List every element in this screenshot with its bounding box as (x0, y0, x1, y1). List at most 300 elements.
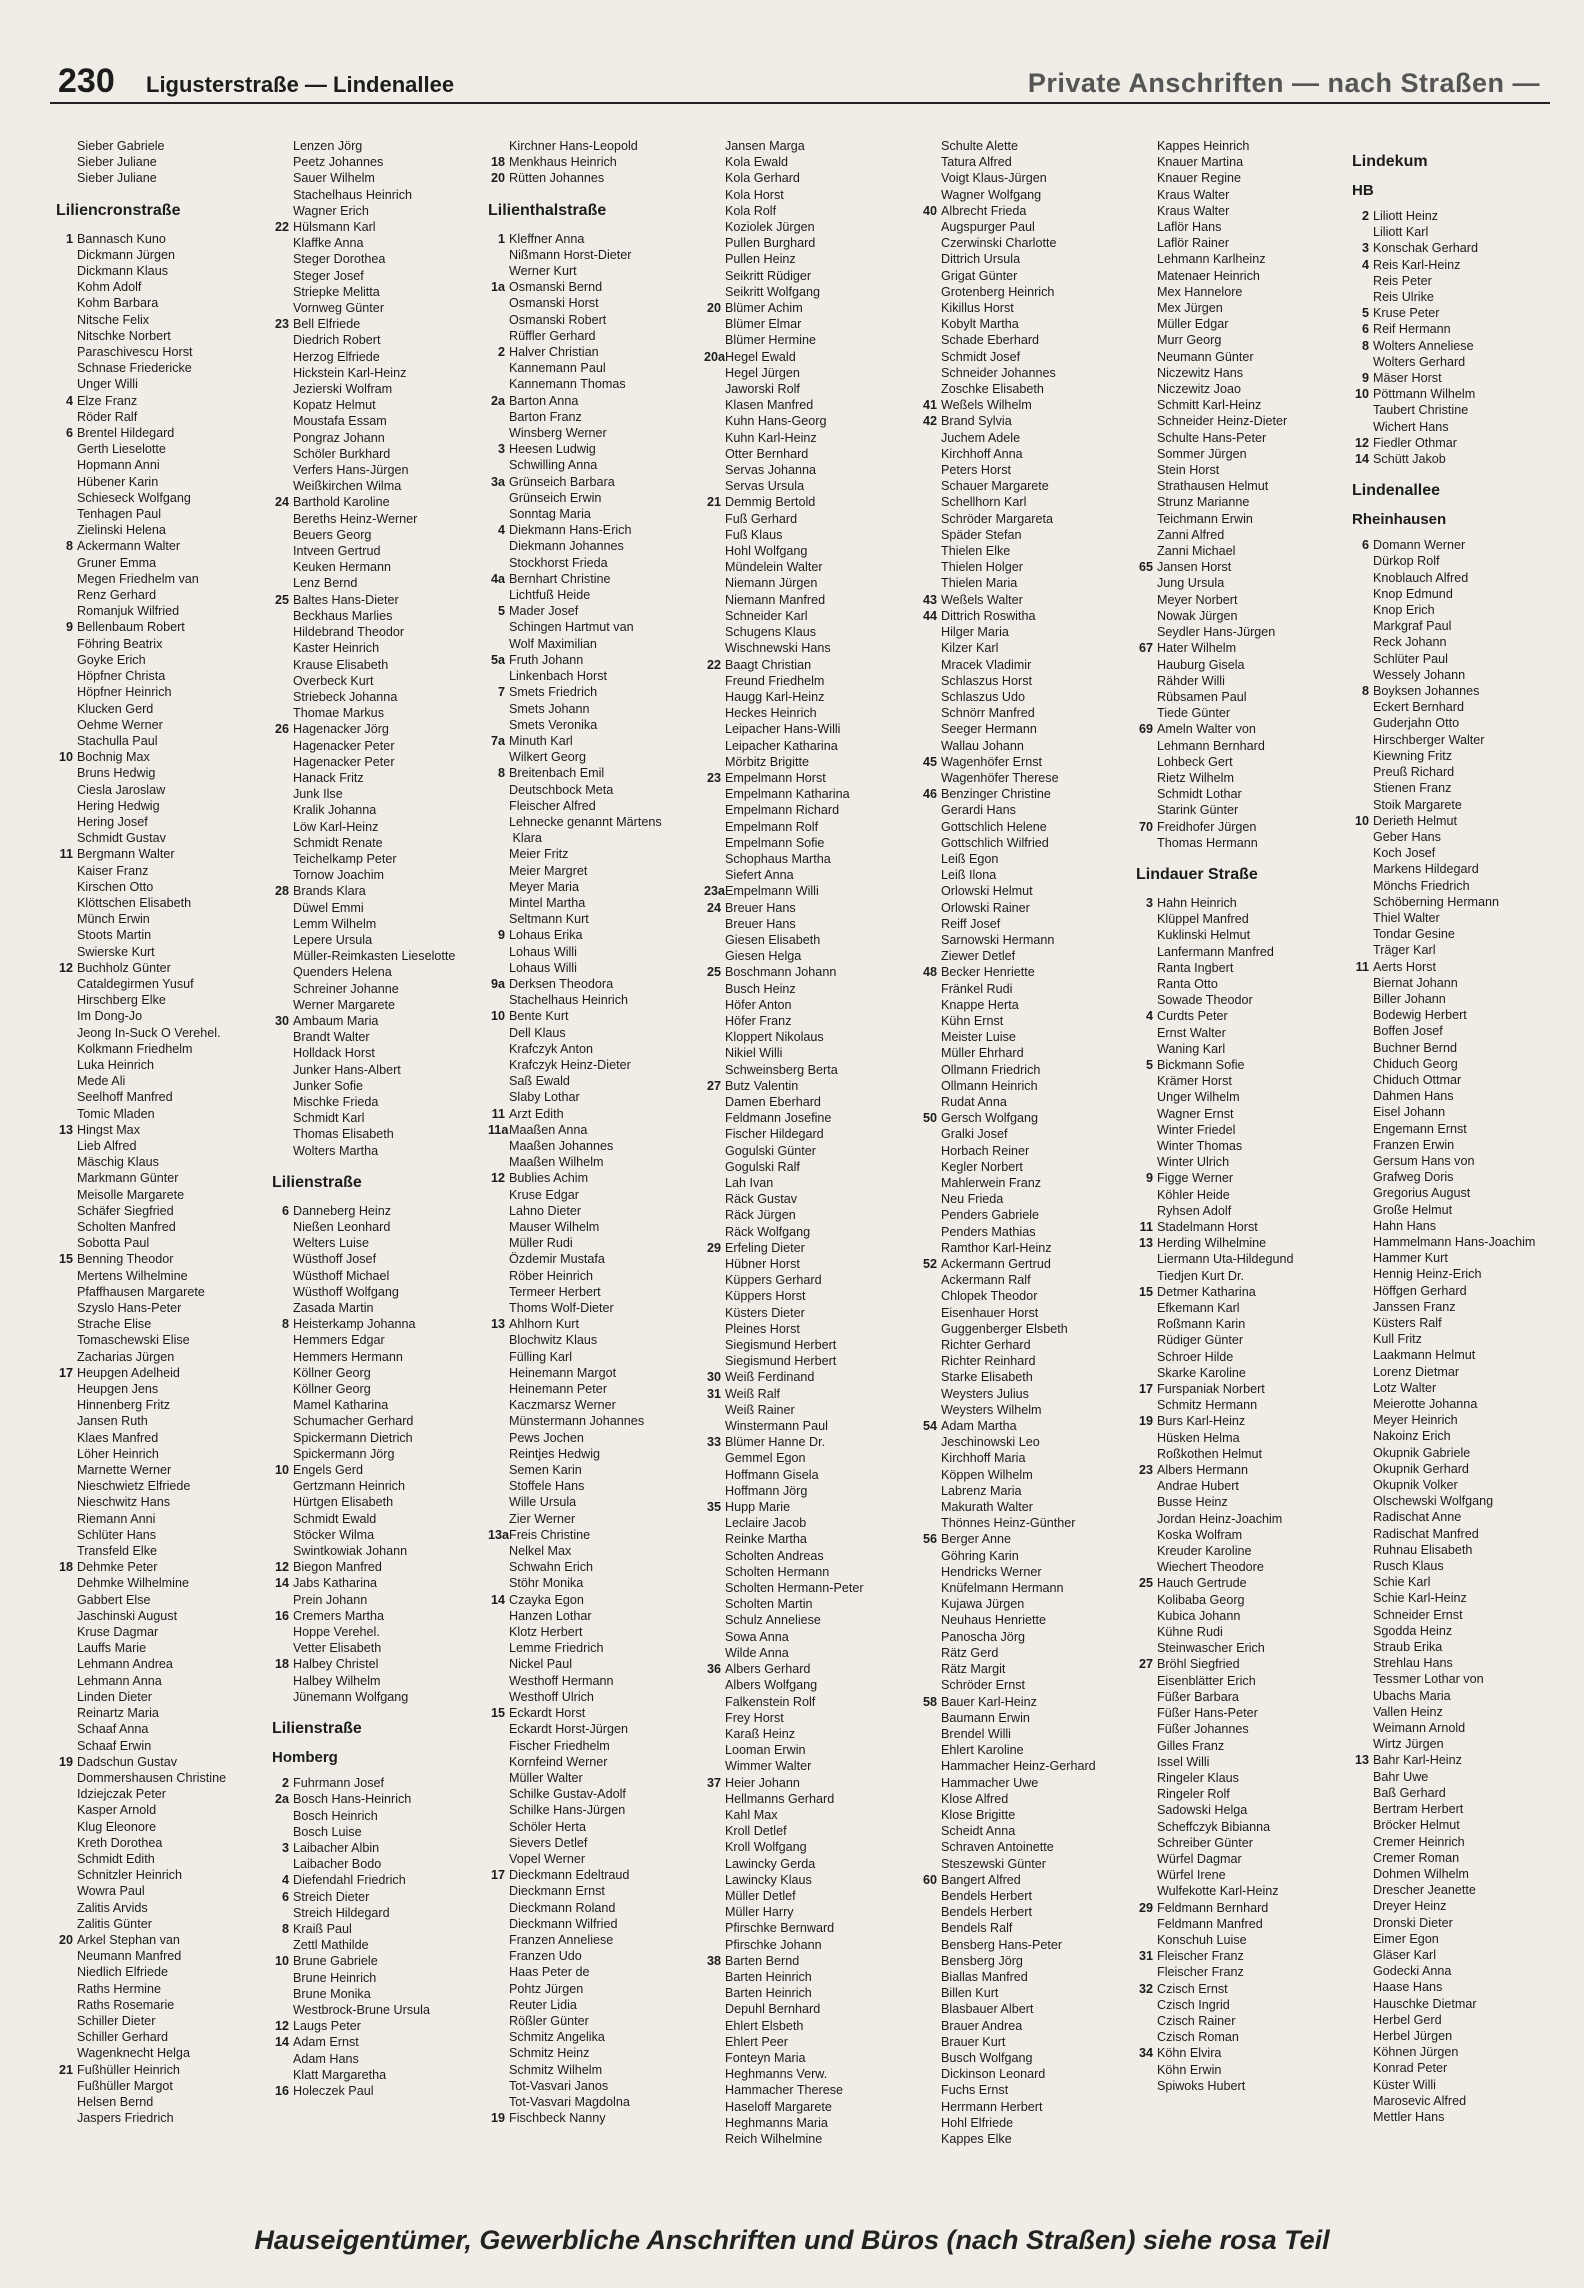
resident-name: Ahlhorn Kurt (509, 1317, 580, 1332)
house-number: 8 (1361, 684, 1369, 699)
resident-entry (488, 1527, 692, 1543)
resident-entry (1136, 1122, 1340, 1138)
resident-entry (1352, 1169, 1556, 1185)
resident-name: Neumann Manfred (77, 1949, 182, 1964)
resident-name: Starke Elisabeth (941, 1370, 1033, 1385)
resident-entry (704, 640, 908, 656)
resident-entry (56, 360, 260, 376)
resident-entry (56, 409, 260, 425)
resident-name: Haas Peter de (509, 1965, 590, 1980)
resident-name: Feldmann Bernhard (1157, 1900, 1269, 1915)
resident-entry (920, 1775, 1124, 1791)
resident-name: Freis Christine (509, 1527, 591, 1542)
resident-entry (1352, 2109, 1556, 2125)
resident-name: Lotz Walter (1373, 1380, 1437, 1395)
resident-entry (920, 2082, 1124, 2098)
resident-name: Empelmann Rolf (725, 819, 819, 834)
resident-name: Junker Hans-Albert (293, 1062, 401, 1077)
resident-name: Mede Ali (77, 1074, 126, 1089)
resident-name: Kruse Peter (1373, 306, 1440, 321)
resident-entry (920, 170, 1124, 186)
resident-entry (272, 1349, 476, 1365)
house-number: 32 (1138, 1981, 1153, 1996)
house-number: 13a (488, 1527, 510, 1542)
district-heading: HB (1352, 182, 1374, 199)
resident-entry (1352, 419, 1556, 435)
resident-entry (56, 425, 260, 441)
resident-name: Spickermann Jörg (293, 1446, 395, 1461)
resident-name: Schingen Hartmut van (509, 620, 634, 635)
house-number: 2a (490, 393, 505, 408)
house-number: 38 (706, 1953, 721, 1968)
resident-name: Barton Anna (509, 393, 579, 408)
resident-name: Schmidt Gustav (77, 831, 166, 846)
resident-name: Scholten Manfred (77, 1220, 176, 1234)
resident-name: Werner Margarete (293, 997, 395, 1012)
resident-name: Nieschwietz Elfriede (77, 1479, 191, 1494)
house-number: 33 (706, 1435, 721, 1450)
resident-entry (272, 1840, 476, 1856)
resident-name: Empelmann Sofie (725, 835, 825, 850)
resident-name: Lorenz Dietmar (1373, 1364, 1460, 1379)
resident-name: Nitschke Norbert (77, 328, 171, 343)
resident-name: Lieb Alfred (77, 1138, 137, 1153)
resident-entry (704, 786, 908, 802)
resident-name: Kohm Barbara (77, 296, 159, 311)
resident-name: Heckes Heinrich (725, 706, 817, 721)
resident-entry (1136, 592, 1340, 608)
resident-name: Lehmann Andrea (77, 1657, 173, 1672)
resident-entry (272, 1365, 476, 1381)
resident-name: Klasen Manfred (725, 398, 814, 413)
resident-name: Schneider Johannes (941, 365, 1056, 380)
resident-entry (920, 819, 1124, 835)
resident-entry (704, 268, 908, 284)
resident-entry (56, 879, 260, 895)
resident-name: Ehlert Elsbeth (725, 2018, 804, 2033)
resident-name: Elze Franz (77, 393, 138, 408)
resident-entry (56, 2078, 260, 2094)
resident-entry (1136, 154, 1340, 170)
resident-name: Drescher Jeanette (1373, 1883, 1476, 1898)
resident-name: Czerwinski Charlotte (941, 236, 1057, 251)
resident-name: Ollmann Friedrich (941, 1062, 1041, 1077)
house-number: 56 (922, 1532, 937, 1547)
resident-name: Szyslo Hans-Peter (77, 1301, 182, 1316)
resident-entry (272, 365, 476, 381)
resident-entry (488, 830, 692, 846)
resident-entry (1352, 273, 1556, 289)
resident-name: Füßer Hans-Peter (1157, 1706, 1258, 1721)
resident-entry (704, 1872, 908, 1888)
resident-name: Lah Ivan (725, 1176, 774, 1190)
resident-entry (56, 1106, 260, 1122)
house-number: 26 (274, 722, 289, 737)
house-number: 3 (1361, 241, 1369, 256)
resident-entry (1352, 634, 1556, 650)
resident-entry (488, 1932, 692, 1948)
resident-name: Chiduch Georg (1373, 1056, 1458, 1071)
resident-entry (272, 154, 476, 170)
resident-entry (704, 673, 908, 689)
resident-name: Nakoinz Erich (1373, 1429, 1451, 1444)
resident-entry (704, 1888, 908, 1904)
resident-entry (1136, 1138, 1340, 1154)
resident-name: Straub Erika (1373, 1640, 1443, 1655)
resident-entry (1352, 861, 1556, 877)
resident-entry (920, 511, 1124, 527)
resident-name: Knauer Martina (1157, 155, 1244, 170)
resident-entry (56, 1219, 260, 1235)
resident-entry (1352, 1202, 1556, 1218)
resident-entry (1352, 240, 1556, 256)
resident-entry (920, 867, 1124, 883)
house-number: 18 (490, 155, 505, 170)
resident-name: Unger Willi (77, 377, 138, 392)
house-number: 7 (497, 685, 505, 700)
resident-entry (56, 1851, 260, 1867)
resident-entry (1136, 1592, 1340, 1608)
resident-entry (272, 397, 476, 413)
resident-entry (704, 1904, 908, 1920)
resident-entry (1136, 268, 1340, 284)
resident-name: Neumann Günter (1157, 349, 1254, 364)
resident-name: Kahl Max (725, 1807, 778, 1822)
resident-name: Schlüter Paul (1373, 651, 1448, 666)
resident-name: Gogulski Ralf (725, 1159, 800, 1174)
resident-name: Barten Heinrich (725, 1969, 812, 1984)
resident-name: Eisenhauer Horst (941, 1305, 1039, 1320)
resident-entry (488, 138, 692, 154)
resident-name: Röber Heinrich (509, 1268, 593, 1283)
resident-name: Schmitz Hermann (1157, 1398, 1258, 1413)
resident-entry (920, 964, 1124, 980)
resident-name: Godecki Anna (1373, 1964, 1452, 1979)
resident-entry (920, 1337, 1124, 1353)
resident-name: Lehmann Anna (77, 1673, 162, 1688)
resident-entry (704, 1337, 908, 1353)
resident-entry (488, 1462, 692, 1478)
resident-entry (1136, 235, 1340, 251)
resident-entry (920, 851, 1124, 867)
resident-name: Helsen Bernd (77, 2094, 154, 2109)
resident-name: Olschewski Wolfgang (1373, 1494, 1494, 1509)
resident-name: Penders Gabriele (941, 1208, 1040, 1223)
resident-entry (272, 624, 476, 640)
resident-entry (1136, 494, 1340, 510)
resident-entry (1136, 608, 1340, 624)
resident-entry (704, 2050, 908, 2066)
resident-entry (272, 916, 476, 932)
resident-entry (704, 1272, 908, 1288)
resident-name: Ringeler Rolf (1157, 1787, 1230, 1802)
resident-name: Dittrich Ursula (941, 252, 1021, 267)
resident-entry (920, 138, 1124, 154)
resident-name: Strache Elise (77, 1317, 152, 1332)
resident-name: Kirschen Otto (77, 879, 154, 894)
house-number: 1 (497, 231, 505, 246)
resident-entry (56, 701, 260, 717)
house-number: 31 (706, 1386, 721, 1401)
house-number: 2 (497, 345, 505, 360)
resident-name: Heupgen Jens (77, 1382, 159, 1397)
resident-name: Albrecht Frieda (941, 203, 1027, 218)
resident-name: Czisch Rainer (1157, 2013, 1236, 2028)
resident-name: Romanjuk Wilfried (77, 604, 180, 619)
resident-name: Arzt Edith (509, 1106, 564, 1121)
resident-name: Hauburg Gisela (1157, 657, 1245, 672)
resident-name: Buchholz Günter (77, 960, 171, 975)
resident-entry (1352, 829, 1556, 845)
resident-name: Kappes Heinrich (1157, 139, 1250, 153)
resident-entry (1136, 478, 1340, 494)
resident-entry (920, 1191, 1124, 1207)
resident-entry (1136, 1462, 1340, 1478)
resident-entry (920, 1450, 1124, 1466)
resident-name: Oehme Werner (77, 717, 163, 732)
resident-name: Ernst Walter (1157, 1025, 1226, 1040)
resident-entry (488, 1543, 692, 1559)
resident-name: Orlowski Rainer (941, 900, 1030, 915)
resident-entry (920, 802, 1124, 818)
resident-entry (1136, 1900, 1340, 1916)
house-number: 46 (922, 787, 937, 802)
house-number: 10 (58, 750, 73, 765)
resident-entry (56, 231, 260, 247)
resident-name: Bosch Hans-Heinrich (293, 1792, 412, 1807)
resident-entry (704, 187, 908, 203)
resident-entry (1136, 1187, 1340, 1203)
resident-entry (488, 376, 692, 392)
house-number: 14 (274, 1576, 289, 1591)
resident-name: Stienen Franz (1373, 781, 1452, 796)
house-number: 6 (281, 1203, 289, 1218)
house-number: 12 (58, 960, 73, 975)
resident-entry (1136, 895, 1340, 911)
resident-entry (704, 397, 908, 413)
resident-name: Empelmann Willi (725, 884, 819, 899)
resident-entry (1352, 780, 1556, 796)
resident-name: Jaschinski August (77, 1608, 178, 1623)
resident-entry (920, 1710, 1124, 1726)
resident-entry (56, 1381, 260, 1397)
resident-name: Dieckmann Roland (509, 1900, 616, 1915)
resident-name: Hammacher Therese (725, 2083, 844, 2098)
resident-name: Spickermann Dietrich (293, 1430, 413, 1445)
resident-entry (272, 867, 476, 883)
resident-entry (704, 1353, 908, 1369)
resident-name: Czisch Ernst (1157, 1981, 1228, 1996)
resident-entry (488, 587, 692, 603)
resident-name: Paraschivescu Horst (77, 345, 193, 360)
resident-name: Rütten Johannes (509, 171, 605, 186)
resident-entry (1352, 1752, 1556, 1768)
resident-entry (920, 1175, 1124, 1191)
resident-entry (272, 1689, 476, 1705)
resident-entry (704, 657, 908, 673)
resident-name: Markens Hildegard (1373, 862, 1479, 877)
resident-name: Rähder Willi (1157, 673, 1225, 688)
house-number: 9 (1361, 371, 1369, 386)
resident-name: Minuth Karl (509, 733, 573, 748)
resident-entry (1352, 1558, 1556, 1574)
resident-name: Fülling Karl (509, 1349, 572, 1364)
resident-name: Nieschwitz Hans (77, 1495, 171, 1510)
resident-name: Stadelmann Horst (1157, 1220, 1258, 1234)
resident-name: Wichert Hans (1373, 419, 1449, 434)
resident-entry (272, 1143, 476, 1159)
resident-entry (1352, 959, 1556, 975)
resident-entry (272, 981, 476, 997)
resident-name: Gottschlich Wilfried (941, 835, 1049, 850)
resident-entry (920, 2131, 1124, 2147)
resident-name: Markgraf Paul (1373, 619, 1452, 634)
resident-entry (1352, 570, 1556, 586)
resident-entry (704, 964, 908, 980)
resident-entry (704, 494, 908, 510)
resident-name: Fleischer Franz (1157, 1965, 1244, 1980)
house-number: 3a (490, 474, 505, 489)
resident-entry (1352, 1866, 1556, 1882)
resident-entry (704, 2001, 908, 2017)
resident-name: Nißmann Horst-Dieter (509, 247, 632, 262)
resident-name: Giesen Elisabeth (725, 932, 821, 947)
resident-name: Weßels Wilhelm (941, 398, 1032, 413)
resident-entry (1352, 1104, 1556, 1120)
resident-name: Goyke Erich (77, 652, 146, 667)
resident-name: Nießen Leonhard (293, 1220, 391, 1234)
resident-name: Hüsken Helma (1157, 1430, 1240, 1445)
resident-name: Kreuder Karoline (1157, 1544, 1252, 1559)
resident-name: Lohaus Willi (509, 960, 577, 975)
resident-entry (704, 592, 908, 608)
resident-entry (920, 1985, 1124, 2001)
resident-entry (920, 1256, 1124, 1272)
resident-name: Keuken Hermann (293, 560, 392, 575)
resident-entry (1352, 1331, 1556, 1347)
resident-entry (1136, 1478, 1340, 1494)
resident-entry (1136, 511, 1340, 527)
resident-name: Diekmann Hans-Erich (509, 523, 632, 538)
resident-name: Sieber Juliane (77, 171, 157, 186)
resident-name: Heghmanns Verw. (725, 2067, 828, 2082)
resident-entry (488, 846, 692, 862)
resident-entry (488, 927, 692, 943)
resident-name: Streich Dieter (293, 1889, 370, 1904)
resident-name: Vallen Heinz (1373, 1704, 1443, 1719)
resident-name: Grafweg Doris (1373, 1170, 1454, 1185)
resident-entry (488, 2094, 692, 2110)
resident-entry (272, 381, 476, 397)
resident-name: Nickel Paul (509, 1657, 572, 1672)
resident-name: Seikritt Rüdiger (725, 268, 812, 283)
resident-name: Vopel Werner (509, 1851, 586, 1866)
resident-name: Özdemir Mustafa (509, 1252, 605, 1267)
resident-name: Bertram Herbert (1373, 1802, 1464, 1817)
resident-entry (56, 474, 260, 490)
resident-entry (1352, 1963, 1556, 1979)
resident-entry (1352, 1801, 1556, 1817)
resident-entry (488, 1494, 692, 1510)
resident-entry (920, 705, 1124, 721)
resident-entry (1136, 992, 1340, 1008)
resident-name: Guderjahn Otto (1373, 716, 1460, 731)
resident-entry (920, 770, 1124, 786)
resident-entry (56, 522, 260, 538)
resident-entry (56, 1932, 260, 1948)
resident-name: Hauschke Dietmar (1373, 1996, 1477, 2011)
resident-name: Peters Horst (941, 463, 1011, 478)
resident-entry (920, 1369, 1124, 1385)
resident-entry (488, 2078, 692, 2094)
resident-entry (1136, 2045, 1340, 2061)
resident-name: Stockhorst Frieda (509, 555, 608, 570)
resident-name: Starink Günter (1157, 803, 1239, 818)
resident-name: Kreth Dorothea (77, 1835, 163, 1850)
resident-name: Semen Karin (509, 1463, 582, 1478)
resident-entry (272, 268, 476, 284)
resident-name: Rüdiger Günter (1157, 1333, 1244, 1348)
resident-entry (272, 1013, 476, 1029)
resident-name: Sommer Jürgen (1157, 446, 1247, 461)
resident-name: Gerth Lieselotte (77, 442, 166, 457)
house-number: 19 (1138, 1414, 1153, 1429)
house-number: 5a (490, 652, 505, 667)
resident-entry (1352, 1607, 1556, 1623)
resident-entry (704, 1661, 908, 1677)
column-7 (1352, 138, 1556, 2168)
resident-name: Scholten Hermann-Peter (725, 1581, 864, 1596)
resident-entry (920, 1207, 1124, 1223)
resident-entry (1136, 413, 1340, 429)
resident-entry (704, 2018, 908, 2034)
resident-entry (704, 770, 908, 786)
resident-entry (488, 1948, 692, 1964)
resident-name: Matenaer Heinrich (1157, 268, 1260, 283)
resident-entry (920, 462, 1124, 478)
resident-entry (56, 636, 260, 652)
resident-name: Laflör Hans (1157, 220, 1222, 235)
resident-name: Winter Thomas (1157, 1138, 1243, 1153)
house-number: 13 (1138, 1236, 1153, 1251)
column-6 (1136, 138, 1340, 2168)
resident-name: Biallas Manfred (941, 1969, 1028, 1984)
resident-entry (704, 138, 908, 154)
resident-name: Dadschun Gustav (77, 1754, 178, 1769)
resident-name: Gregorius August (1373, 1186, 1471, 1201)
resident-entry (704, 1807, 908, 1823)
resident-name: Thomas Elisabeth (293, 1127, 394, 1142)
resident-entry (704, 381, 908, 397)
resident-name: Knoblauch Alfred (1373, 570, 1469, 585)
resident-entry (704, 689, 908, 705)
resident-entry (488, 1122, 692, 1138)
resident-name: Höpfner Heinrich (77, 685, 172, 700)
resident-entry (272, 1856, 476, 1872)
resident-entry (56, 814, 260, 830)
resident-name: Adam Martha (941, 1419, 1017, 1434)
resident-name: Lanfermann Manfred (1157, 944, 1274, 959)
resident-entry (1352, 732, 1556, 748)
resident-entry (1352, 1898, 1556, 1914)
resident-entry (1352, 1250, 1556, 1266)
resident-entry (1136, 1235, 1340, 1251)
resident-name: Schneider Heinz-Dieter (1157, 414, 1288, 429)
resident-name: Meyer Norbert (1157, 592, 1238, 607)
resident-entry (488, 231, 692, 247)
resident-entry (488, 603, 692, 619)
resident-entry (272, 754, 476, 770)
